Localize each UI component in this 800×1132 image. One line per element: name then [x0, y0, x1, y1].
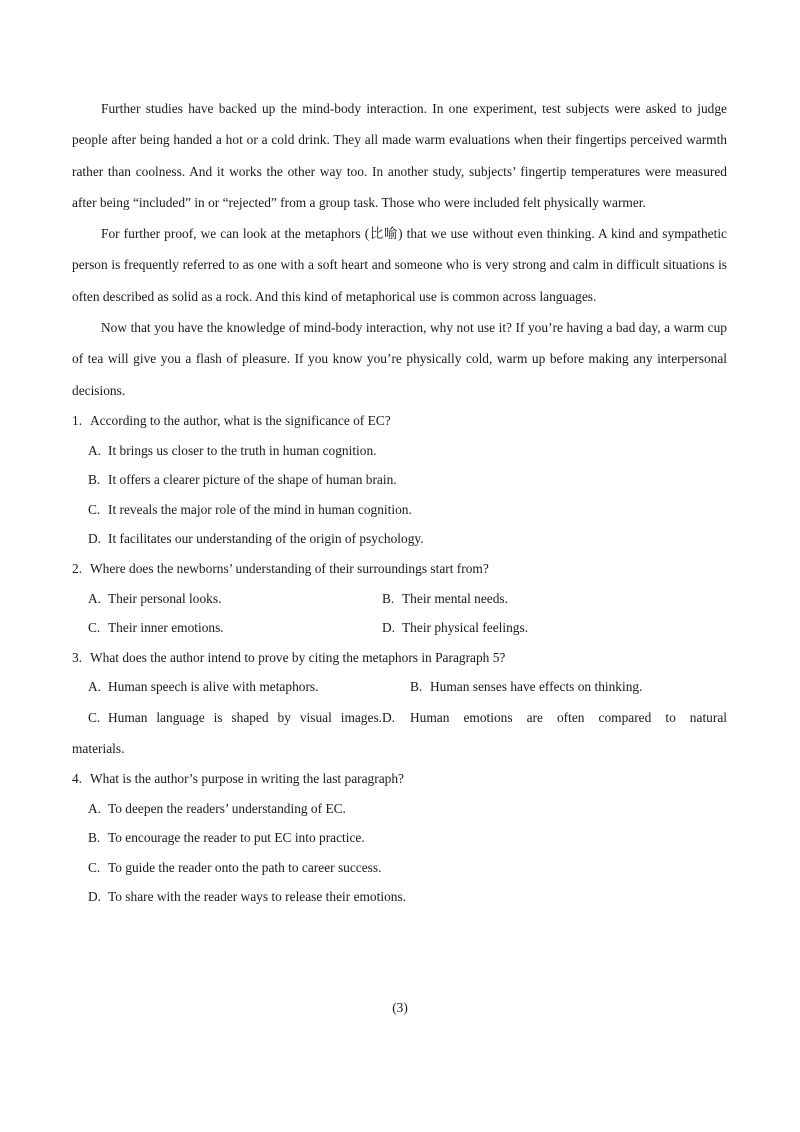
option-a	[88, 672, 410, 702]
option-b	[72, 465, 727, 495]
option-letter: C.	[88, 620, 101, 636]
question-number: 2.	[72, 560, 83, 576]
option-text: To encourage the reader to put EC into practice.	[108, 830, 365, 846]
option-d-continuation: materials.	[72, 740, 125, 756]
question-text: According to the author, what is the significance of EC?	[90, 412, 391, 428]
option-a	[72, 794, 727, 824]
option-letter: B.	[88, 472, 101, 488]
option-letter: B.	[88, 830, 101, 846]
question-3	[72, 643, 727, 764]
option-text: It offers a clearer picture of the shape of human brain.	[108, 472, 397, 488]
option-c	[88, 702, 382, 733]
exam-page	[72, 93, 727, 912]
option-a	[88, 584, 382, 614]
question-stem	[72, 764, 727, 794]
option-text: Human senses have effects on thinking.	[430, 679, 643, 695]
option-text: To share with the reader ways to release their emotions.	[108, 889, 407, 905]
option-row-cd	[72, 702, 727, 733]
option-letter: D.	[382, 709, 396, 725]
option-text: Their inner emotions.	[108, 620, 224, 636]
question-number: 4.	[72, 770, 83, 786]
option-letter: C.	[88, 859, 101, 875]
option-letter: A.	[88, 679, 102, 695]
option-letter: A.	[88, 442, 102, 458]
option-d	[72, 524, 727, 554]
option-text: Human speech is alive with metaphors.	[108, 679, 319, 695]
option-letter: D.	[382, 620, 396, 636]
question-number: 3.	[72, 649, 83, 665]
option-text: Their physical feelings.	[402, 620, 529, 636]
option-text: Human emotions are often compared to natural	[410, 709, 727, 725]
option-c	[72, 495, 727, 525]
question-4	[72, 764, 727, 912]
option-d	[72, 882, 727, 912]
option-letter: C.	[88, 709, 101, 725]
reading-passage	[72, 93, 727, 406]
option-letter: B.	[382, 590, 395, 606]
option-text: Their personal looks.	[108, 590, 222, 606]
question-text: What is the author’s purpose in writing the last paragraph?	[90, 770, 404, 786]
question-stem	[72, 643, 727, 673]
option-row-ab	[72, 672, 727, 702]
question-stem	[72, 554, 727, 584]
option-letter: C.	[88, 501, 101, 517]
option-b	[382, 584, 508, 614]
option-letter: A.	[88, 590, 102, 606]
option-d	[382, 702, 727, 733]
question-2	[72, 554, 727, 643]
option-b	[410, 672, 642, 702]
option-row-ab	[72, 584, 727, 614]
option-letter: D.	[88, 531, 102, 547]
option-text: It brings us closer to the truth in human cognition.	[108, 442, 377, 458]
option-text: It reveals the major role of the mind in human cognition.	[108, 501, 412, 517]
passage-paragraph: For further proof, we can look at the metaphors (比喻) that we use without even thinking. A kind and sympathetic person is frequently referred to as one with a soft heart and someone who is very strong and calm in difficult situations is often described as solid as a rock. And this kind of metaphorical use is common across languages.	[72, 226, 727, 304]
option-text: Human language is shaped by visual images.	[108, 709, 382, 725]
passage-paragraph: Now that you have the knowledge of mind-body interaction, why not use it? If you’re having a bad day, a warm cup of tea will give you a flash of pleasure. If you know you’re physically cold, warm up before making any interpersonal decisions.	[72, 320, 727, 398]
option-d	[382, 613, 528, 643]
option-b	[72, 823, 727, 853]
option-text: To guide the reader onto the path to career success.	[108, 859, 382, 875]
page-number: (3)	[392, 1000, 408, 1015]
option-letter: A.	[88, 800, 102, 816]
option-c	[88, 613, 382, 643]
question-1	[72, 406, 727, 554]
option-c	[72, 853, 727, 883]
question-text: Where does the newborns’ understanding of their surroundings start from?	[90, 560, 489, 576]
option-text: To deepen the readers’ understanding of EC.	[108, 800, 346, 816]
option-row-cd	[72, 613, 727, 643]
option-a	[72, 436, 727, 466]
option-text: Their mental needs.	[402, 590, 508, 606]
option-letter: D.	[88, 889, 102, 905]
option-letter: B.	[410, 679, 423, 695]
question-text: What does the author intend to prove by citing the metaphors in Paragraph 5?	[90, 649, 506, 665]
question-number: 1.	[72, 412, 83, 428]
question-stem	[72, 406, 727, 436]
passage-paragraph: Further studies have backed up the mind-body interaction. In one experiment, test subjects were asked to judge people after being handed a hot or a cold drink. They all made warm evaluations when their fingertips perceived warmth rather than coolness. And it works the other way too. In another study, subjects’ fingertip temperatures were measured after being “included” in or “rejected” from a group task. Those who were included felt physically warmer.	[72, 101, 727, 210]
option-text: It facilitates our understanding of the origin of psychology.	[108, 531, 424, 547]
